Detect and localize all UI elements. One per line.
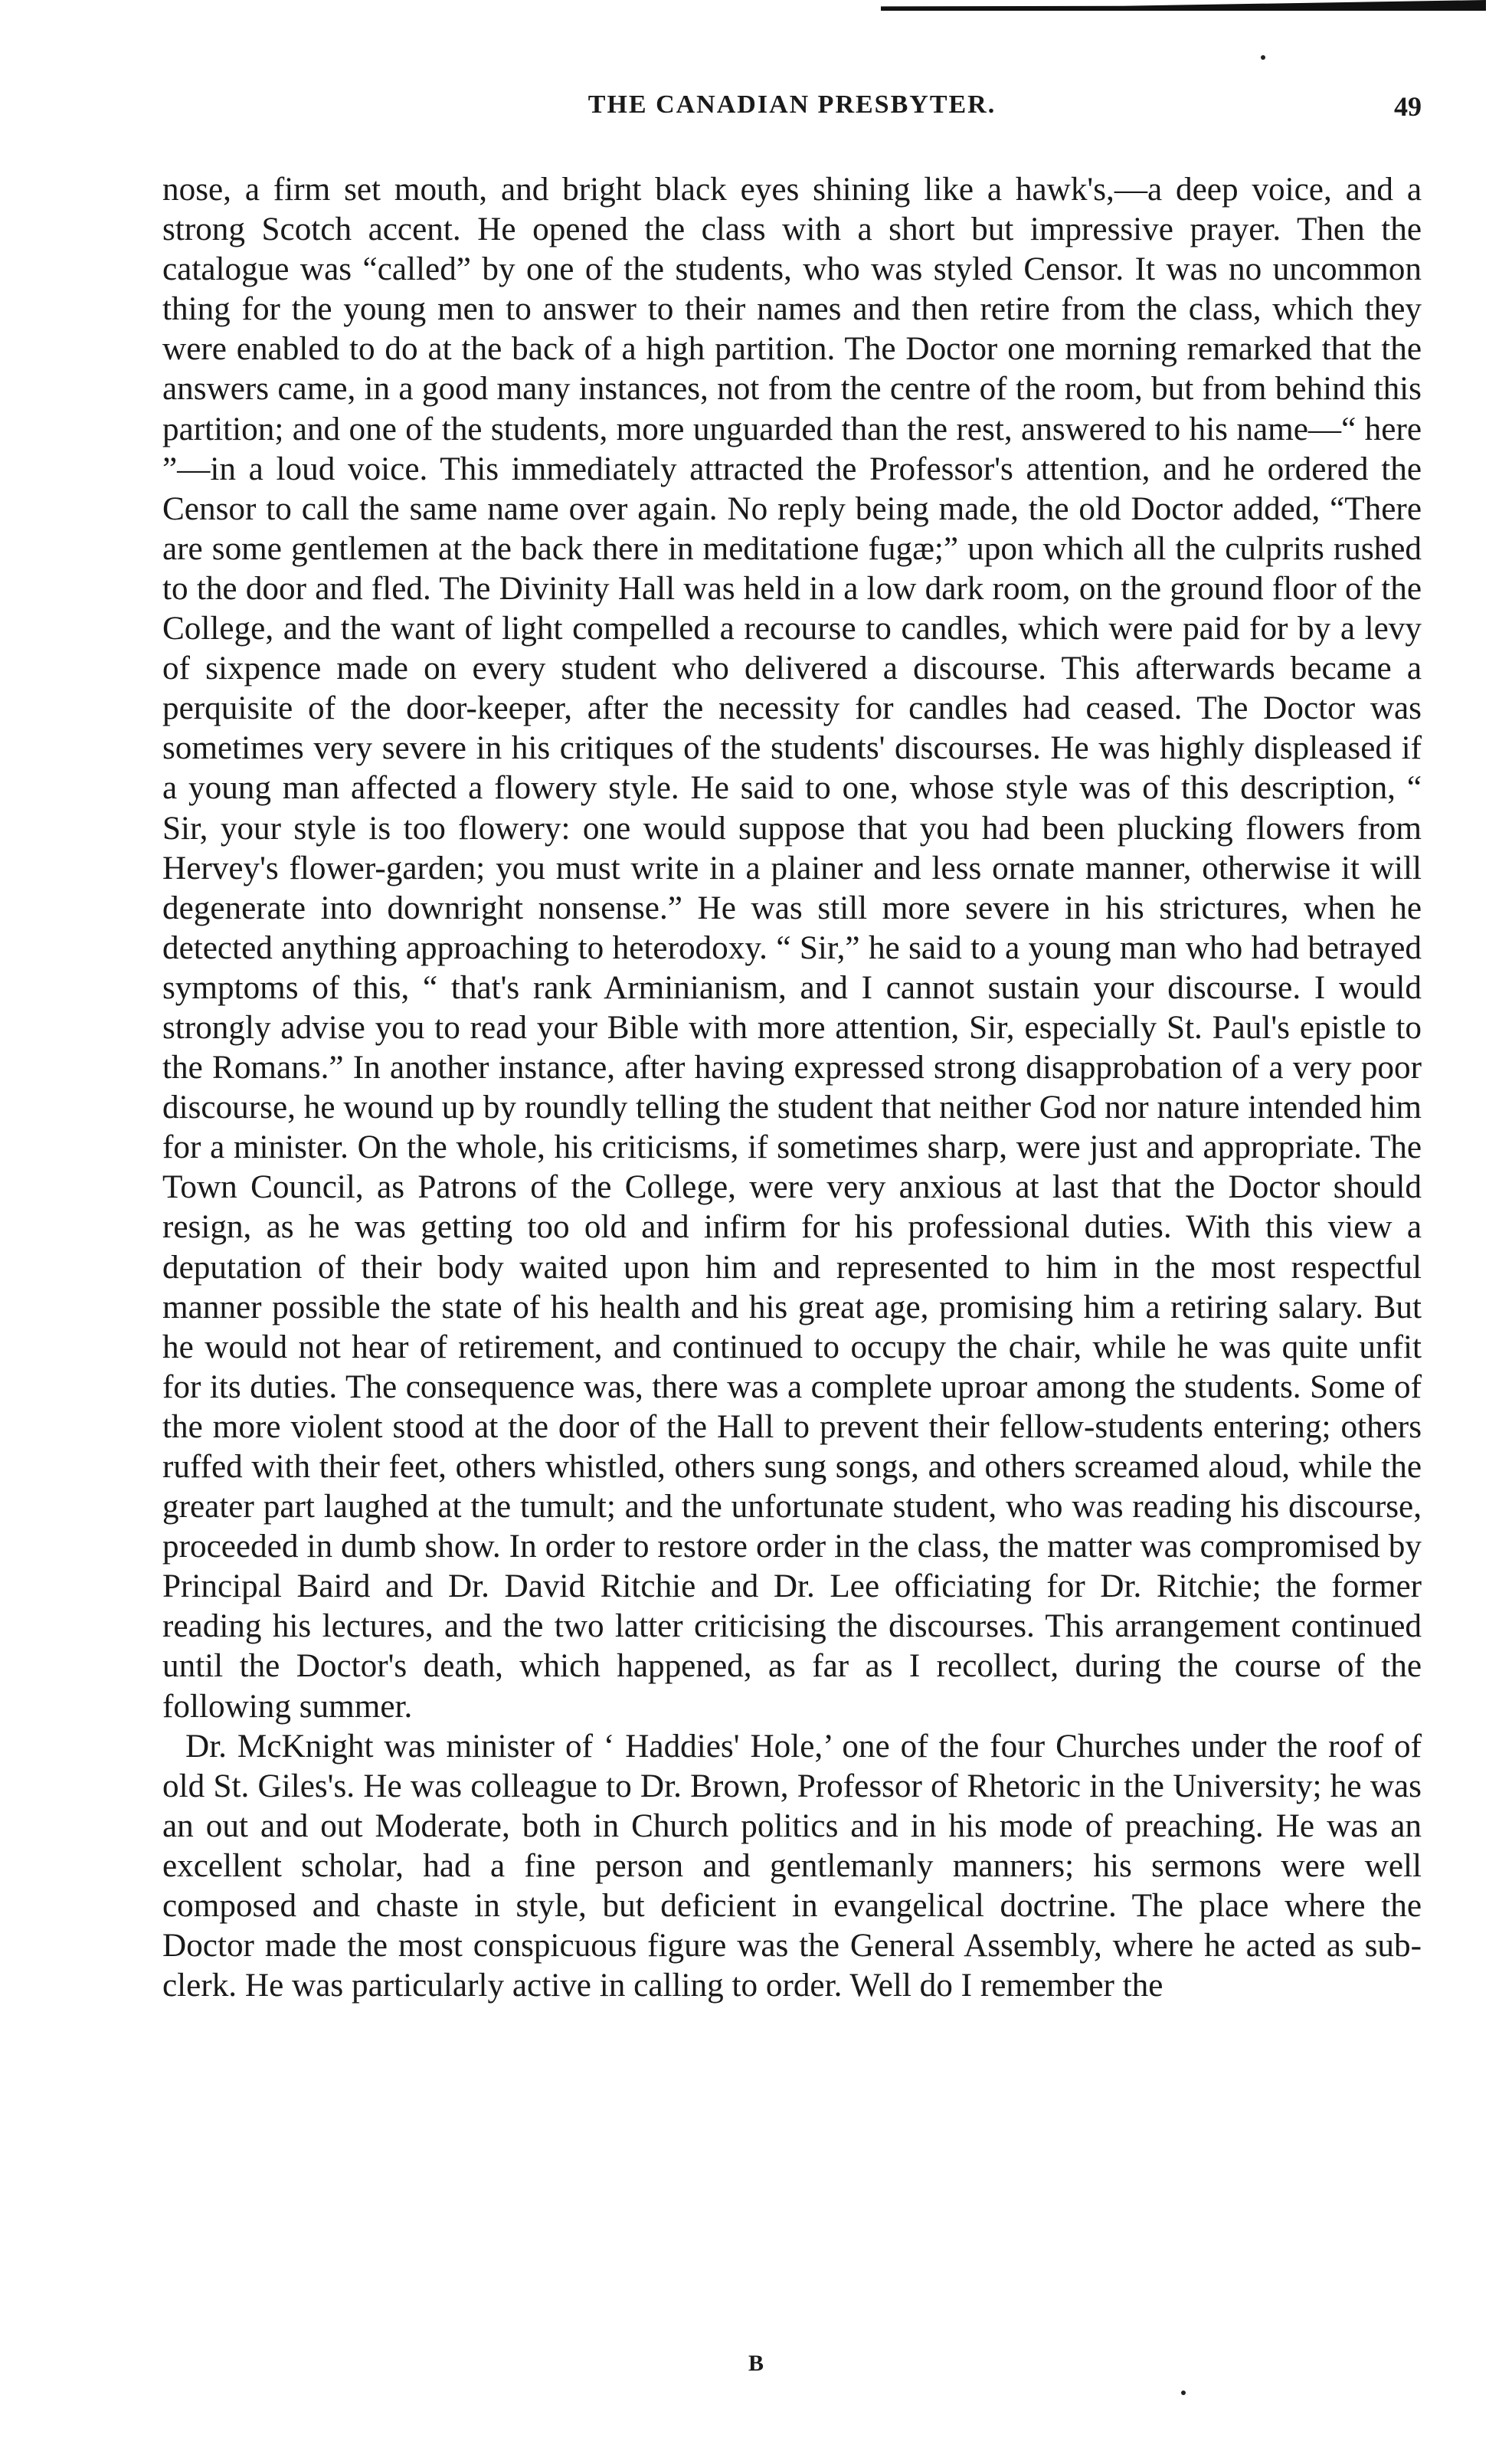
signature-mark: B (748, 2351, 764, 2376)
paragraph: nose, a firm set mouth, and bright black eyes shining like a hawk's,—a deep voice, and a strong Scotch accent. He opened the class with a short but impressive prayer. Then the catalogue was “called” by one of the students, who was styled Censor. It was no uncommon thing for the young men to answer to their names and then retire from the class, which they were enabled to do at the back of a high partition. The Doctor one morning remarked that the answers came, in a good many instances, not from the centre of the room, but from behind this partition; and one of the students, more unguarded than the rest, answered to his name—“ here ”—in a loud voice. This immediately attracted the Professor's attention, and he ordered the Censor to call the same name over again. No reply being made, the old Doctor added, “There are some gentlemen at the back there in meditatione fugæ;” upon which all the culprits rushed to the door and fled. The Divinity Hall was held in a low dark room, on the ground floor of the College, and the want of light compelled a recourse to candles, which were paid for by a levy of sixpence made on every student who delivered a discourse. This afterwards became a perquisite of the door-keeper, after the necessity for candles had ceased. The Doctor was sometimes very severe in his critiques of the students' discourses. He was highly displeased if a young man affected a flowery style. He said to one, whose style was of this description, “ Sir, your style is too flowery: one would suppose that you had been plucking flowers from Hervey's flower-garden; you must write in a plainer and less ornate manner, otherwise it will degenerate into downright nonsense.” He was still more severe in his strictures, when he detected anything approaching to heterodoxy. “ Sir,” he said to a young man who had betrayed symptoms of this, “ that's rank Arminianism, and I cannot sustain your discourse. I would strongly advise you to read your Bible with more attention, Sir, especially St. Paul's epistle to the Romans.” In another instance, after having expressed strong disapprobation of a very poor discourse, he wound up by roundly telling the student that neither God nor nature intended him for a minister. On the whole, his criticisms, if sometimes sharp, were just and appropriate. The Town Council, as Patrons of the College, were very anxious at last that the Doctor should resign, as he was getting too old and infirm for his professional duties. With this view a deputation of their body waited upon him and represented to him in the most respectful manner possible the state of his health and his great age, promising him a retiring salary. But he would not hear of retirement, and continued to occupy the chair, while he was quite unfit for its duties. The consequence was, there was a complete uproar among the students. Some of the more violent stood at the door of the Hall to prevent their fellow-students entering; others ruffed with their feet, others whistled, others sung songs, and others screamed aloud, while the greater part laughed at the tumult; and the unfortunate student, who was reading his discourse, proceeded in dumb show. In order to restore order in the class, the matter was compromised by Principal Baird and Dr. David Ritchie and Dr. Lee officiating for Dr. Ritchie; the former reading his lectures, and the two latter criticising the discourses. This arrangement continued until the Doctor's death, which happened, as far as I recollect, during the course of the following summer. (162, 172, 1422, 1725)
running-title: THE CANADIAN PRESBYTER. (587, 90, 997, 119)
page-header (162, 90, 1422, 129)
page-number: 49 (1394, 91, 1422, 122)
ink-dot (1261, 55, 1265, 60)
body-text (162, 170, 1422, 2006)
ink-dot (1181, 2390, 1186, 2395)
top-rule (881, 0, 1486, 11)
paragraph: Dr. McKnight was minister of ‘ Haddies' Hole,’ one of the four Churches under the roof of old St. Giles's. He was colleague to Dr. Brown, Professor of Rhetoric in the University; he was an out and out Moderate, both in Church politics and in his mode of preaching. He was an excellent scholar, had a fine person and gentlemanly manners; his sermons were well composed and chaste in style, but deficient in evangelical doctrine. The place where the Doctor made the most conspicuous figure was the General Assembly, where he acted as sub-clerk. He was particularly active in calling to order. Well do I remember the (162, 1728, 1422, 2004)
